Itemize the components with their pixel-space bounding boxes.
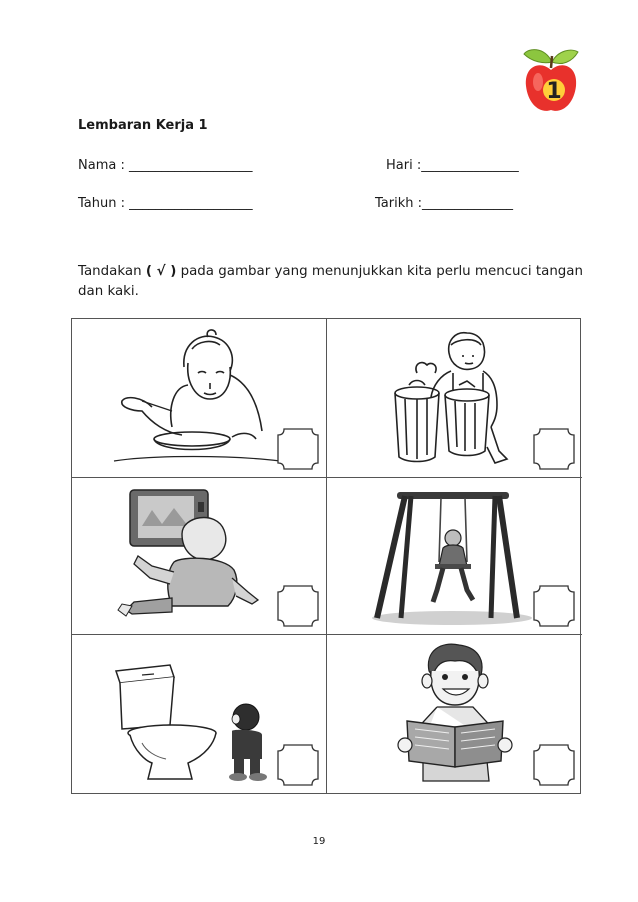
badge-number: 1 [546,79,562,104]
tick-box[interactable] [532,427,576,471]
cell-eating [72,319,327,478]
boy-garbage-bin-icon [367,327,537,469]
cell-swing [327,478,582,635]
tick-box[interactable] [276,743,320,787]
name-field[interactable]: Nama : ___________________ [78,158,253,173]
girl-eating-icon [112,327,282,469]
boy-reading-book-icon [367,643,537,785]
worksheet-title: Lembaran Kerja 1 [78,118,208,133]
tick-box[interactable] [276,427,320,471]
boy-watching-tv-icon [112,486,282,628]
year-field[interactable]: Tahun : ___________________ [78,196,253,211]
cell-toilet [72,635,327,793]
tick-box[interactable] [532,584,576,628]
tick-symbol: ( √ ) [145,264,177,279]
tick-box[interactable] [276,584,320,628]
apple-stem-icon [551,56,552,68]
left-leaf-icon [524,50,552,63]
cell-reading [327,635,582,793]
day-field[interactable]: Hari :_______________ [386,158,519,173]
right-leaf-icon [552,50,578,63]
toilet-and-boy-icon [112,643,282,785]
tick-box[interactable] [532,743,576,787]
child-on-swing-icon [367,486,537,628]
picture-grid [71,318,581,794]
apple-number-badge [522,40,580,116]
page-number: 19 [312,836,326,847]
instruction-text: Tandakan ( √ ) pada gambar yang menunjukkan kita perlu mencuci tangan dan kaki. [78,264,584,299]
cell-garbage [327,319,582,478]
cell-watching-tv [72,478,327,635]
date-field[interactable]: Tarikh :______________ [375,196,513,211]
